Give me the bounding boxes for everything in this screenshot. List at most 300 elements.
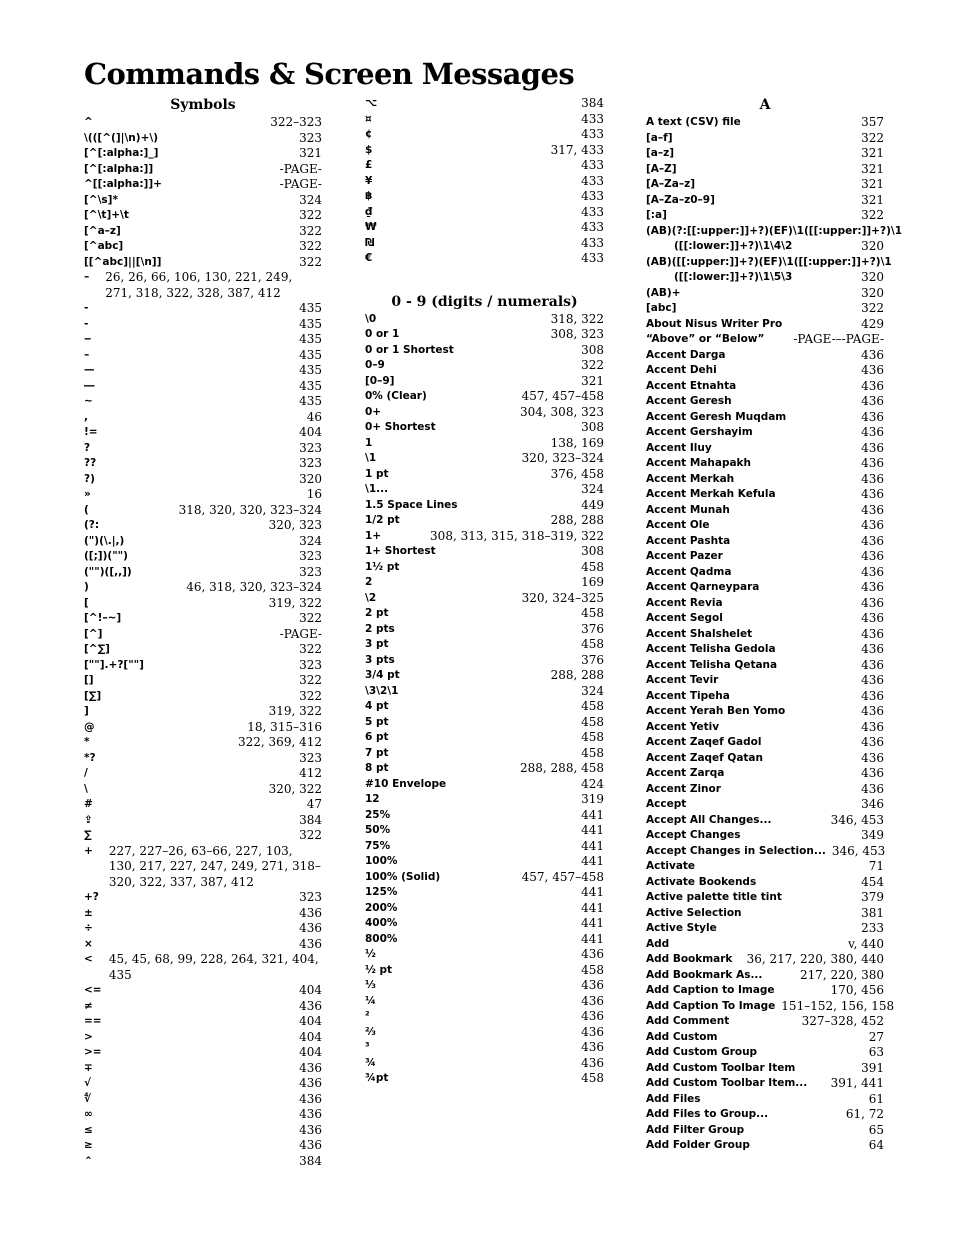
page-references: 435 bbox=[299, 363, 322, 377]
page-references: 308, 323 bbox=[550, 327, 604, 341]
section-heading-digits: 0 - 9 (digits / numerals) bbox=[391, 293, 578, 310]
index-entry bbox=[84, 797, 322, 813]
page-references: 436 bbox=[299, 1076, 322, 1090]
page-references: 47 bbox=[306, 797, 322, 811]
index-entry bbox=[365, 205, 604, 221]
page-references: 346, 453 bbox=[830, 812, 884, 827]
page-references: 319, 322 bbox=[268, 595, 322, 610]
index-entry bbox=[84, 720, 322, 736]
page-references: 320 bbox=[861, 239, 884, 253]
index-entry bbox=[84, 627, 322, 643]
page-references: -PAGE- bbox=[279, 161, 322, 176]
page-references: 436 bbox=[581, 1024, 604, 1039]
index-term: 200% bbox=[365, 901, 398, 914]
index-entry bbox=[646, 998, 895, 1015]
index-entry bbox=[84, 751, 322, 767]
index-term: £ bbox=[365, 159, 373, 171]
index-entry bbox=[84, 689, 322, 705]
page-references: 436 bbox=[861, 750, 884, 765]
page-references: 436 bbox=[299, 1091, 322, 1106]
page-references: 404 bbox=[299, 1029, 322, 1044]
index-term: Accent Mahapakh bbox=[646, 457, 751, 469]
page-references: 357 bbox=[861, 115, 884, 129]
index-entry bbox=[84, 735, 322, 751]
index-term: > bbox=[84, 1030, 93, 1043]
index-term: ‐ bbox=[84, 317, 89, 330]
index-term: [0–9] bbox=[365, 374, 395, 387]
index-entry bbox=[365, 343, 604, 359]
index-entry bbox=[646, 921, 884, 937]
index-entry bbox=[365, 839, 604, 855]
index-term: (AB)([[:upper:]]+?)(EF)\1([[:upper:]]+?)\1 bbox=[646, 255, 892, 268]
page-references: 320 bbox=[861, 285, 884, 300]
index-entry bbox=[365, 143, 604, 159]
page-references: 384 bbox=[299, 812, 322, 827]
page-references: -PAGE-–-PAGE- bbox=[793, 332, 884, 346]
index-entry bbox=[365, 668, 604, 684]
page-references: 65 bbox=[868, 1122, 884, 1137]
index-term: ¾ bbox=[365, 1056, 376, 1069]
index-term: 8 pt bbox=[365, 762, 389, 774]
index-entry bbox=[84, 890, 322, 906]
index-term: 1 bbox=[365, 436, 373, 449]
page-references: 288, 288, 458 bbox=[520, 761, 604, 775]
page-references: 288, 288 bbox=[550, 513, 604, 527]
index-term: [^abc] bbox=[84, 240, 124, 252]
page-references: 441 bbox=[581, 900, 604, 915]
index-term: ?? bbox=[84, 457, 97, 469]
page-references: 324 bbox=[299, 192, 322, 207]
page-references: 322 bbox=[299, 239, 322, 253]
index-term: ¾pt bbox=[365, 1072, 389, 1084]
index-term: Accent Zinor bbox=[646, 782, 721, 795]
page-references: 436 bbox=[299, 921, 322, 935]
index-entry bbox=[84, 146, 322, 162]
index-entry bbox=[646, 193, 884, 209]
page-references: 304, 308, 323 bbox=[520, 404, 604, 419]
page-references: 404 bbox=[299, 983, 322, 997]
index-entry bbox=[84, 332, 322, 348]
index-entry bbox=[84, 239, 322, 255]
index-entry bbox=[84, 596, 322, 612]
page-references: 458 bbox=[581, 714, 604, 729]
index-entry bbox=[84, 1061, 322, 1077]
page-references: 435 bbox=[299, 301, 322, 315]
index-term: [A–Za–z] bbox=[646, 178, 696, 190]
index-term: < bbox=[84, 953, 93, 965]
index-term: Add Caption To Image bbox=[646, 999, 776, 1012]
index-term: Accent Pazer bbox=[646, 550, 723, 562]
index-term: ± bbox=[84, 906, 93, 919]
page-references: 433 bbox=[581, 235, 604, 250]
page-references: 436 bbox=[861, 471, 884, 486]
index-entry bbox=[84, 1154, 322, 1170]
index-entry bbox=[646, 968, 884, 984]
index-term: ^ bbox=[84, 116, 93, 128]
index-entry bbox=[646, 580, 884, 596]
index-entry bbox=[365, 158, 604, 174]
index-entry bbox=[646, 813, 884, 829]
index-term: Add Bookmark bbox=[646, 953, 733, 965]
page-references: 71 bbox=[868, 859, 884, 873]
index-term: 0 or 1 bbox=[365, 328, 400, 340]
page-references: 346, 453 bbox=[831, 843, 886, 858]
index-term: Accent Telisha Gedola bbox=[646, 643, 776, 655]
index-entry bbox=[646, 518, 884, 534]
index-entry bbox=[84, 642, 322, 658]
index-term: Accent Zarqa bbox=[646, 767, 725, 779]
index-term: 75% bbox=[365, 839, 391, 852]
page-references: 433 bbox=[581, 158, 604, 172]
index-term: Accent Shalshelet bbox=[646, 627, 753, 640]
page-references: -PAGE- bbox=[279, 177, 322, 191]
index-entry bbox=[365, 127, 604, 143]
page-references: 435 bbox=[299, 332, 322, 346]
index-term: “Above” or “Below” bbox=[646, 333, 765, 345]
index-term: [^!–~] bbox=[84, 612, 122, 624]
index-entry bbox=[84, 704, 322, 720]
index-term: [ bbox=[84, 596, 89, 609]
index-entry bbox=[365, 389, 604, 405]
page-references: 323 bbox=[299, 564, 322, 579]
index-entry bbox=[84, 208, 322, 224]
index-term: » bbox=[84, 488, 91, 500]
index-entry bbox=[84, 921, 322, 937]
index-entry bbox=[646, 270, 884, 286]
index-term: 3 pts bbox=[365, 653, 395, 666]
index-entry bbox=[646, 1138, 884, 1154]
page-references: 436 bbox=[861, 688, 884, 703]
index-entry bbox=[365, 994, 604, 1010]
index-entry bbox=[365, 823, 604, 839]
index-term: ≥ bbox=[84, 1139, 93, 1151]
index-term: ∜ bbox=[84, 1092, 92, 1105]
index-term: Add Comment bbox=[646, 1015, 730, 1027]
page-references: 436 bbox=[299, 905, 322, 920]
index-entry bbox=[365, 513, 604, 529]
index-entry bbox=[646, 534, 884, 550]
index-entry bbox=[365, 189, 604, 205]
page-references: 318, 320, 320, 323–324 bbox=[178, 502, 322, 517]
index-term: <= bbox=[84, 984, 102, 996]
index-term: Accent Revia bbox=[646, 596, 723, 609]
index-term: 7 pt bbox=[365, 746, 389, 759]
index-entry bbox=[646, 673, 884, 689]
index-term: 50% bbox=[365, 824, 391, 836]
page-references: 321 bbox=[581, 373, 604, 388]
index-term: Accent Geresh Muqdam bbox=[646, 410, 787, 423]
page-references: 320 bbox=[299, 471, 322, 486]
page-references: 61, 72 bbox=[845, 1107, 884, 1121]
index-term: 4 pt bbox=[365, 700, 389, 712]
page-references: 169 bbox=[581, 575, 604, 589]
page-references: 404 bbox=[299, 1045, 322, 1059]
index-term: Accept Changes bbox=[646, 829, 741, 841]
index-term: ― bbox=[84, 379, 95, 392]
page-references: 322–323 bbox=[270, 115, 322, 129]
index-term: 100% bbox=[365, 855, 398, 867]
index-term: ÷ bbox=[84, 922, 93, 934]
index-term: @ bbox=[84, 720, 95, 733]
index-term: Add Bookmark As... bbox=[646, 968, 763, 981]
index-term: - bbox=[84, 302, 89, 314]
page-references: 323 bbox=[299, 890, 322, 904]
index-entry bbox=[84, 1107, 322, 1123]
index-term: 2 bbox=[365, 576, 373, 588]
section-heading-a: A bbox=[759, 97, 771, 113]
page-references: 436 bbox=[299, 936, 322, 951]
index-entry bbox=[646, 301, 884, 317]
index-entry bbox=[646, 286, 884, 302]
index-entry bbox=[646, 720, 884, 736]
index-entry bbox=[365, 699, 604, 715]
index-term: ∞ bbox=[84, 1108, 93, 1120]
index-entry bbox=[646, 1030, 884, 1046]
page-references: 227, 227–26, 63–66, 227, 103, 130, 217, 227, 247, 249, 271, 318–320, 322, 337, 387, 412 bbox=[108, 843, 321, 889]
page-references: 322 bbox=[299, 673, 322, 687]
index-entry bbox=[365, 684, 604, 700]
index-entry bbox=[84, 1045, 322, 1061]
index-column-3 bbox=[646, 96, 903, 1154]
page-references: 458 bbox=[581, 962, 604, 977]
page-references: 63 bbox=[868, 1045, 884, 1059]
index-entry bbox=[365, 174, 604, 190]
index-entry bbox=[365, 560, 604, 576]
index-term: ² bbox=[365, 1010, 370, 1022]
index-term: Add Files bbox=[646, 1092, 701, 1105]
index-entry bbox=[365, 1009, 604, 1025]
page-references: 322 bbox=[299, 223, 322, 238]
index-entry bbox=[84, 1076, 322, 1092]
page-references: 46 bbox=[306, 409, 322, 424]
index-term: 2 pt bbox=[365, 607, 389, 619]
index-entry bbox=[84, 673, 322, 689]
index-entry bbox=[365, 544, 604, 560]
index-entry bbox=[646, 1014, 884, 1030]
index-entry bbox=[365, 1025, 604, 1041]
page-references: 436 bbox=[861, 440, 884, 455]
page-references: 433 bbox=[581, 189, 604, 203]
page-references: 404 bbox=[299, 425, 322, 439]
index-entry bbox=[646, 596, 884, 612]
index-entry bbox=[84, 441, 322, 457]
page-references: 320, 324–325 bbox=[521, 590, 604, 605]
page-references: 458 bbox=[581, 559, 604, 574]
index-term: *? bbox=[84, 751, 96, 764]
index-entry bbox=[84, 983, 322, 999]
index-term: [""].+?[""] bbox=[84, 658, 144, 671]
page-references: 436 bbox=[861, 409, 884, 424]
page-references: 64 bbox=[868, 1138, 884, 1152]
page-references: 376 bbox=[581, 621, 604, 636]
index-entry bbox=[84, 658, 322, 674]
page-references: 441 bbox=[581, 854, 604, 868]
page-references: 324 bbox=[299, 533, 322, 548]
page-references: 376 bbox=[581, 652, 604, 667]
page-references: 429 bbox=[861, 316, 884, 331]
index-term: ฿ bbox=[365, 190, 373, 202]
index-entry bbox=[84, 534, 322, 550]
page-references: 436 bbox=[861, 735, 884, 749]
index-entry bbox=[646, 239, 884, 255]
page-references: 349 bbox=[861, 828, 884, 842]
page-references: 436 bbox=[861, 378, 884, 393]
index-term: [^∑] bbox=[84, 643, 110, 655]
index-entry bbox=[365, 963, 604, 979]
page-references: 424 bbox=[581, 776, 604, 791]
index-term: Accent Merkah bbox=[646, 472, 735, 485]
index-entry bbox=[646, 363, 884, 379]
index-entry bbox=[646, 658, 884, 674]
index-entry bbox=[646, 1045, 884, 1061]
page-references: 458 bbox=[581, 699, 604, 713]
index-term: * bbox=[84, 736, 90, 748]
index-entry bbox=[365, 777, 604, 793]
index-entry bbox=[84, 1092, 322, 1108]
index-entry bbox=[365, 482, 604, 498]
page-references: 433 bbox=[581, 111, 604, 126]
index-entry bbox=[646, 704, 884, 720]
index-entry bbox=[646, 844, 884, 860]
index-term: ¼ bbox=[365, 994, 376, 1007]
index-term: +? bbox=[84, 891, 99, 903]
index-term: ¢ bbox=[365, 128, 373, 140]
index-entry bbox=[646, 983, 884, 999]
index-term: Active Style bbox=[646, 922, 717, 934]
index-entry bbox=[365, 653, 604, 669]
index-entry bbox=[84, 363, 322, 379]
index-entry bbox=[365, 854, 604, 870]
index-entry bbox=[84, 348, 322, 364]
page-references: 36, 217, 220, 380, 440 bbox=[746, 952, 884, 966]
page-references: 436 bbox=[861, 657, 884, 672]
index-term: 100% (Solid) bbox=[365, 870, 441, 883]
index-entry bbox=[84, 518, 322, 534]
index-entry bbox=[646, 255, 892, 271]
index-entry bbox=[365, 761, 604, 777]
page-references: 18, 315–316 bbox=[247, 719, 322, 734]
index-term: \1 bbox=[365, 452, 377, 464]
page-references: 321 bbox=[861, 161, 884, 176]
page-references: 436 bbox=[861, 719, 884, 734]
index-term: [^] bbox=[84, 627, 103, 640]
section-heading-symbols: Symbols bbox=[170, 97, 236, 113]
index-term: / bbox=[84, 767, 88, 779]
page-references: 454 bbox=[861, 874, 884, 889]
page-references: 404 bbox=[299, 1014, 322, 1028]
index-term: × bbox=[84, 937, 93, 950]
index-entry bbox=[646, 115, 884, 131]
index-entry bbox=[646, 906, 884, 922]
page-references: 308, 313, 315, 318–319, 322 bbox=[430, 528, 604, 543]
index-term: ≠ bbox=[84, 999, 93, 1012]
index-term: [∑] bbox=[84, 689, 102, 702]
page-references: 436 bbox=[861, 456, 884, 470]
page-references: 308 bbox=[581, 420, 604, 434]
index-entry bbox=[365, 312, 604, 328]
page-references: v, 440 bbox=[848, 936, 884, 951]
index-entry bbox=[365, 420, 604, 436]
index-term: 0 or 1 Shortest bbox=[365, 343, 454, 356]
index-entry bbox=[84, 456, 322, 472]
page-references: 458 bbox=[581, 606, 604, 620]
index-term: \0 bbox=[365, 312, 377, 325]
index-term: 3/4 pt bbox=[365, 669, 400, 681]
index-term: ) bbox=[84, 581, 89, 593]
index-term: \ bbox=[84, 782, 88, 795]
page-title: Commands & Screen Messages bbox=[84, 57, 575, 91]
page-references: 384 bbox=[581, 96, 604, 110]
page-references: 320, 322 bbox=[268, 781, 322, 796]
page-references: 436 bbox=[861, 766, 884, 780]
index-term: (?: bbox=[84, 519, 100, 531]
index-term: A text (CSV) file bbox=[646, 116, 741, 128]
index-term: ∼ bbox=[84, 395, 93, 407]
index-term: ( bbox=[84, 503, 89, 516]
index-entry bbox=[646, 627, 884, 643]
index-term: 1.5 Space Lines bbox=[365, 498, 458, 511]
index-entry bbox=[365, 901, 604, 917]
page-references: 436 bbox=[299, 1107, 322, 1121]
index-term: Accent Tipeha bbox=[646, 689, 730, 702]
index-entry bbox=[646, 208, 884, 224]
page-references: 458 bbox=[581, 730, 604, 744]
letter-a-entry-list bbox=[646, 115, 903, 1154]
index-term: >= bbox=[84, 1046, 102, 1058]
index-entry bbox=[84, 410, 322, 426]
page-references: 321 bbox=[861, 177, 884, 191]
page-references: 412 bbox=[299, 766, 322, 780]
page-references: 317, 433 bbox=[550, 142, 604, 157]
index-term: + bbox=[84, 844, 93, 857]
index-entry bbox=[646, 503, 884, 519]
page-references: 376, 458 bbox=[550, 466, 604, 481]
index-term: Add Files to Group... bbox=[646, 1108, 769, 1120]
index-entry bbox=[365, 575, 604, 591]
page-references: 436 bbox=[861, 626, 884, 641]
index-term: Add Custom Toolbar Item... bbox=[646, 1077, 808, 1089]
index-term: [^a–z] bbox=[84, 224, 121, 237]
index-term: ^[[:alpha:]]+ bbox=[84, 178, 162, 190]
index-entry bbox=[84, 472, 322, 488]
index-entry bbox=[646, 224, 903, 240]
index-term: Add Folder Group bbox=[646, 1139, 750, 1151]
page-references: 151–152, 156, 158 bbox=[781, 998, 895, 1013]
index-term: $ bbox=[365, 143, 373, 156]
index-entry bbox=[646, 177, 884, 193]
index-term: Activate bbox=[646, 860, 696, 872]
index-term: Accept Changes in Selection... bbox=[646, 844, 826, 857]
index-entry bbox=[646, 472, 884, 488]
index-entry bbox=[646, 1107, 884, 1123]
index-term: Active palette title tint bbox=[646, 891, 782, 903]
index-entry bbox=[646, 1092, 884, 1108]
index-entry bbox=[646, 828, 884, 844]
page-references: 458 bbox=[581, 1071, 604, 1085]
page-references: 322 bbox=[861, 208, 884, 222]
page-references: 381 bbox=[861, 905, 884, 920]
page-references: 319 bbox=[581, 792, 604, 806]
page-references: 322 bbox=[299, 208, 322, 222]
index-entry bbox=[365, 467, 604, 483]
page-references: 27 bbox=[868, 1029, 884, 1044]
index-entry bbox=[646, 146, 884, 162]
page-references: 449 bbox=[581, 497, 604, 512]
page-references: 391, 441 bbox=[830, 1076, 884, 1090]
page-references: 436 bbox=[581, 947, 604, 961]
page-references: 436 bbox=[861, 425, 884, 439]
index-term: ‒ bbox=[84, 333, 92, 345]
